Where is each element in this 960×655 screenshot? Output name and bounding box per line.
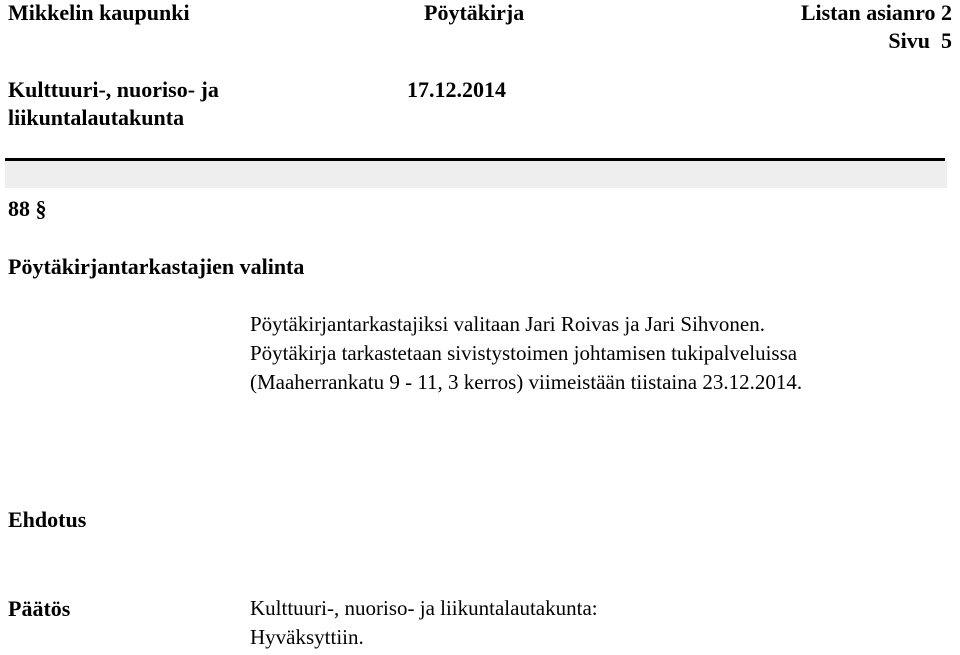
page-number: Sivu 5 [888,28,952,53]
list-item-number: Listan asianro 2 [800,0,952,25]
body-line: Pöytäkirjantarkastajiksi valitaan Jari Roivas ja Jari Sihvonen. [250,312,765,336]
document-type: Pöytäkirja [424,0,525,25]
committee-name-line1: Kulttuuri-, nuoriso- ja [8,77,219,102]
body-line: (Maaherrankatu 9 - 11, 3 kerros) viimeistään tiistaina 23.12.2014. [250,370,803,394]
city-name: Mikkelin kaupunki [8,0,190,25]
decision-line: Kulttuuri-, nuoriso- ja liikuntalautakunta: [250,596,598,620]
header-shaded-band [5,161,947,188]
meeting-date: 17.12.2014 [407,77,506,102]
decision-line: Hyväksyttiin. [250,625,364,649]
proposal-label: Ehdotus [8,507,87,532]
committee-name-line2: liikuntalautakunta [8,105,185,130]
body-line: Pöytäkirja tarkastetaan sivistystoimen johtamisen tukipalveluissa [250,341,798,365]
body-paragraph [250,310,950,397]
decision-text [250,594,598,652]
section-title: Pöytäkirjantarkastajien valinta [8,254,305,279]
section-number: 88 § [8,196,47,221]
decision-label: Päätös [8,596,71,621]
